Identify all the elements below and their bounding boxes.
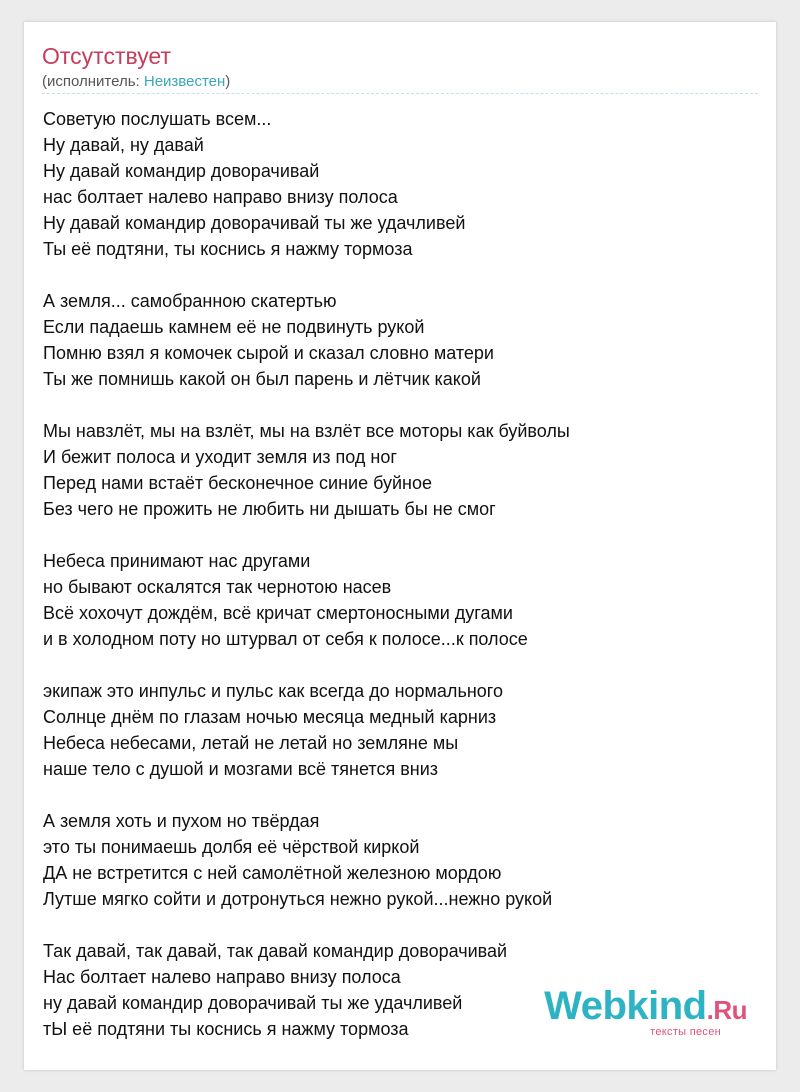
lyric-line: Нас болтает налево направо внизу полоса xyxy=(43,967,401,987)
lyrics-page xyxy=(24,22,776,1070)
lyric-line: наше тело с душой и мозгами всё тянется вниз xyxy=(43,759,439,779)
lyric-stanza xyxy=(43,548,758,652)
lyric-line: ну давай командир доворачивай ты же удачливей xyxy=(43,993,463,1013)
lyric-line: Ты её подтяни, ты коснись я нажму тормоза xyxy=(43,239,413,259)
lyric-line: А земля хоть и пухом но твёрдая xyxy=(43,811,320,831)
lyric-line: ДА не встретится с ней самолётной железною мордою xyxy=(43,863,502,883)
lyric-line: Ну давай командир доворачивай xyxy=(43,161,320,181)
lyric-line: Небеса небесами, летай не летай но земляне мы xyxy=(43,733,459,753)
lyric-stanza xyxy=(43,808,758,912)
lyric-line: и в холодном поту но штурвал от себя к полосе...к полосе xyxy=(43,629,528,649)
artist-line xyxy=(42,72,230,92)
lyric-line: экипаж это инпульс и пульс как всегда до нормального xyxy=(43,681,503,701)
lyric-stanza xyxy=(43,106,758,262)
lyric-line: Помню взял я комочек сырой и сказал словно матери xyxy=(43,343,494,363)
song-title: Отсутствует xyxy=(42,43,171,69)
logo-domain-suffix: .Ru xyxy=(706,995,747,1025)
lyric-line: Перед нами встаёт бесконечное синие буйное xyxy=(43,473,433,493)
lyric-line: тЫ её подтяни ты коснись я нажму тормоза xyxy=(43,1019,409,1039)
lyric-line: Без чего не прожить не любить ни дышать бы не смог xyxy=(43,499,496,519)
lyric-stanza xyxy=(43,288,758,392)
lyric-line: Советую послушать всем... xyxy=(43,109,272,129)
lyric-line: это ты понимаешь долбя её чёрствой киркой xyxy=(43,837,420,857)
lyric-line: Ну давай командир доворачивай ты же удачливей xyxy=(43,213,466,233)
divider xyxy=(42,93,758,94)
lyric-line: Мы навзлёт, мы на взлёт, мы на взлёт все моторы как буйволы xyxy=(43,421,570,441)
lyric-stanza xyxy=(43,418,758,522)
artist-name-link[interactable]: Неизвестен xyxy=(143,73,226,90)
lyric-line: но бывают оскалятся так чернотою насев xyxy=(43,577,392,597)
lyric-stanza xyxy=(43,678,758,782)
lyric-line: Так давай, так давай, так давай командир доворачивай xyxy=(43,941,508,961)
lyric-line: Лутше мягко сойти и дотронуться нежно рукой...нежно рукой xyxy=(43,889,553,909)
site-logo[interactable] xyxy=(544,986,747,1038)
lyric-line: А земля... самобранною скатертью xyxy=(43,291,337,311)
logo-tagline: тексты песен xyxy=(650,1026,721,1038)
lyric-line: Ну давай, ну давай xyxy=(43,135,204,155)
lyric-line: Всё хохочут дождём, всё кричат смертоносными дугами xyxy=(43,603,513,623)
artist-prefix: (исполнитель: xyxy=(42,73,144,90)
lyric-line: Ты же помнишь какой он был парень и лётчик какой xyxy=(43,369,481,389)
artist-suffix: ) xyxy=(225,73,231,90)
lyric-line: нас болтает налево направо внизу полоса xyxy=(43,187,398,207)
logo-wordmark xyxy=(544,986,747,1030)
lyric-line: Если падаешь камнем её не подвинуть рукой xyxy=(43,317,425,337)
lyric-line: Небеса принимают нас другами xyxy=(43,551,311,571)
lyrics-body xyxy=(43,106,758,1068)
lyric-line: Солнце днём по глазам ночью месяца медный карниз xyxy=(43,707,497,727)
logo-main-text: Webkind xyxy=(544,984,707,1028)
lyric-line: И бежит полоса и уходит земля из под ног xyxy=(43,447,397,467)
